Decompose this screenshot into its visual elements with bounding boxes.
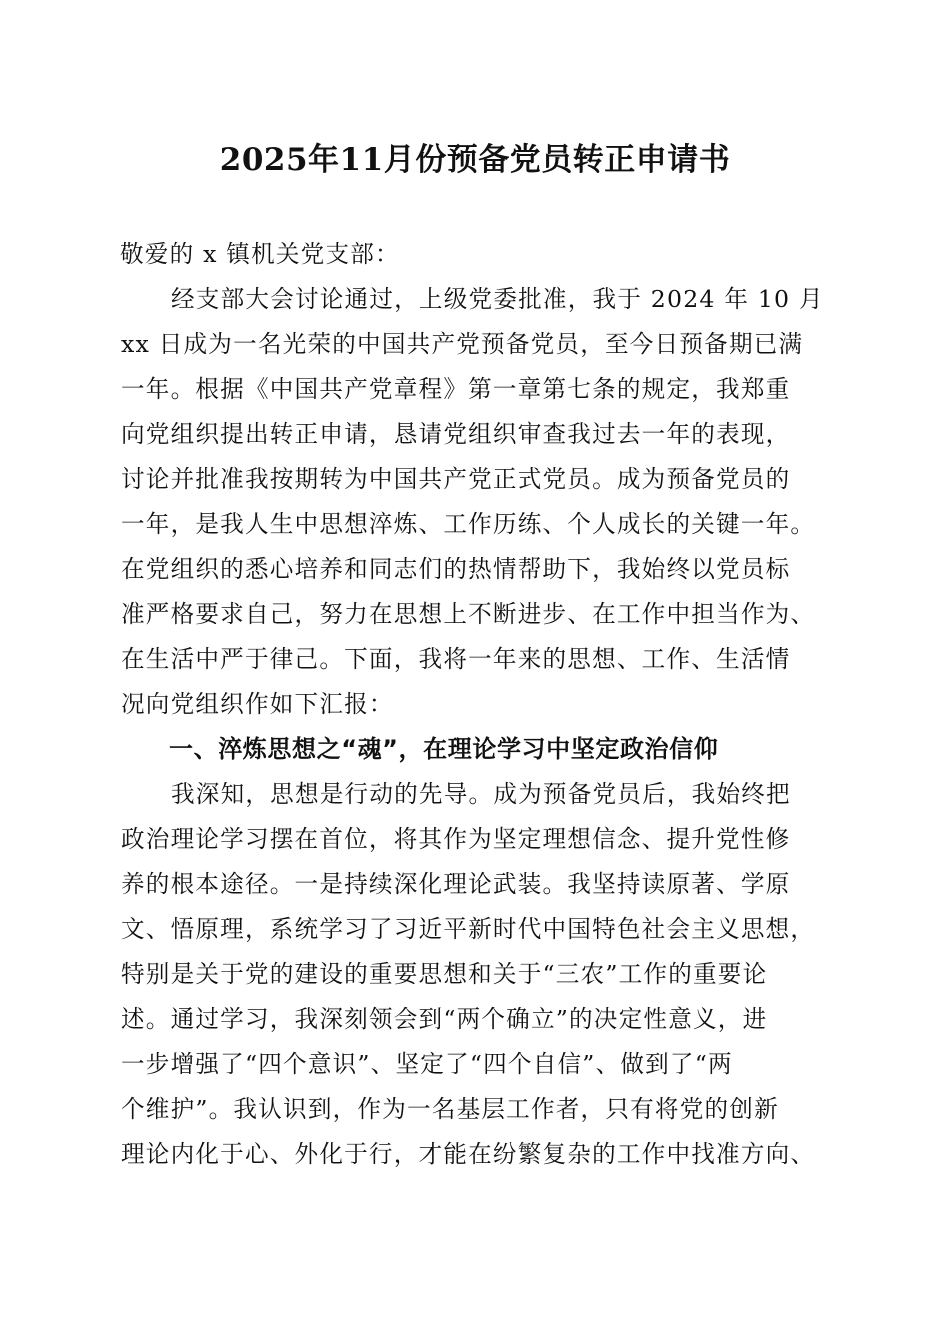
paragraph-2-line: 养的根本途径。一是持续深化理论武装。我坚持读原著、学原 [121, 870, 791, 898]
paragraph-2-line: 述。通过学习，我深刻领会到“两个确立”的决定性意义，进 [121, 1005, 768, 1033]
paragraph-1-line: 向党组织提出转正申请，恳请党组织审查我过去一年的表现， [121, 420, 791, 448]
section-heading-1: 一、淬炼思想之“魂”，在理论学习中坚定政治信仰 [169, 735, 719, 763]
salutation: 敬爱的 x 镇机关党支部： [120, 240, 400, 268]
paragraph-2-line: 文、悟原理，系统学习了习近平新时代中国特色社会主义思想， [121, 915, 816, 943]
paragraph-2-line: 特别是关于党的建设的重要思想和关于“三农”工作的重要论 [121, 960, 768, 988]
paragraph-2-line: 我深知，思想是行动的先导。成为预备党员后，我始终把 [171, 780, 791, 808]
paragraph-2-line: 理论内化于心、外化于行，才能在纷繁复杂的工作中找准方向、 [121, 1140, 816, 1168]
paragraph-1-line: 经支部大会讨论通过，上级党委批准，我于 2024 年 10 月 [171, 285, 824, 313]
paragraph-1-line: 在党组织的悉心培养和同志们的热情帮助下，我始终以党员标 [121, 555, 791, 583]
paragraph-1-line: 况向党组织作如下汇报： [121, 690, 394, 718]
paragraph-2-line: 个维护”。我认识到，作为一名基层工作者，只有将党的创新 [121, 1095, 779, 1123]
document-title: 2025年11月份预备党员转正申请书 [219, 142, 731, 178]
paragraph-2-line: 政治理论学习摆在首位，将其作为坚定理想信念、提升党性修 [121, 825, 791, 853]
paragraph-2-line: 一步增强了“四个意识”、坚定了“四个自信”、做到了“两 [121, 1050, 733, 1078]
paragraph-1-line: 一年。根据《中国共产党章程》第一章第七条的规定，我郑重 [121, 375, 791, 403]
paragraph-1-line: xx 日成为一名光荣的中国共产党预备党员，至今日预备期已满 [121, 330, 804, 358]
paragraph-1-line: 一年，是我人生中思想淬炼、工作历练、个人成长的关键一年。 [121, 510, 816, 538]
paragraph-1-line: 准严格要求自己，努力在思想上不断进步、在工作中担当作为、 [121, 600, 816, 628]
paragraph-1-line: 讨论并批准我按期转为中国共产党正式党员。成为预备党员的 [121, 465, 791, 493]
paragraph-1-line: 在生活中严于律己。下面，我将一年来的思想、工作、生活情 [121, 645, 791, 673]
